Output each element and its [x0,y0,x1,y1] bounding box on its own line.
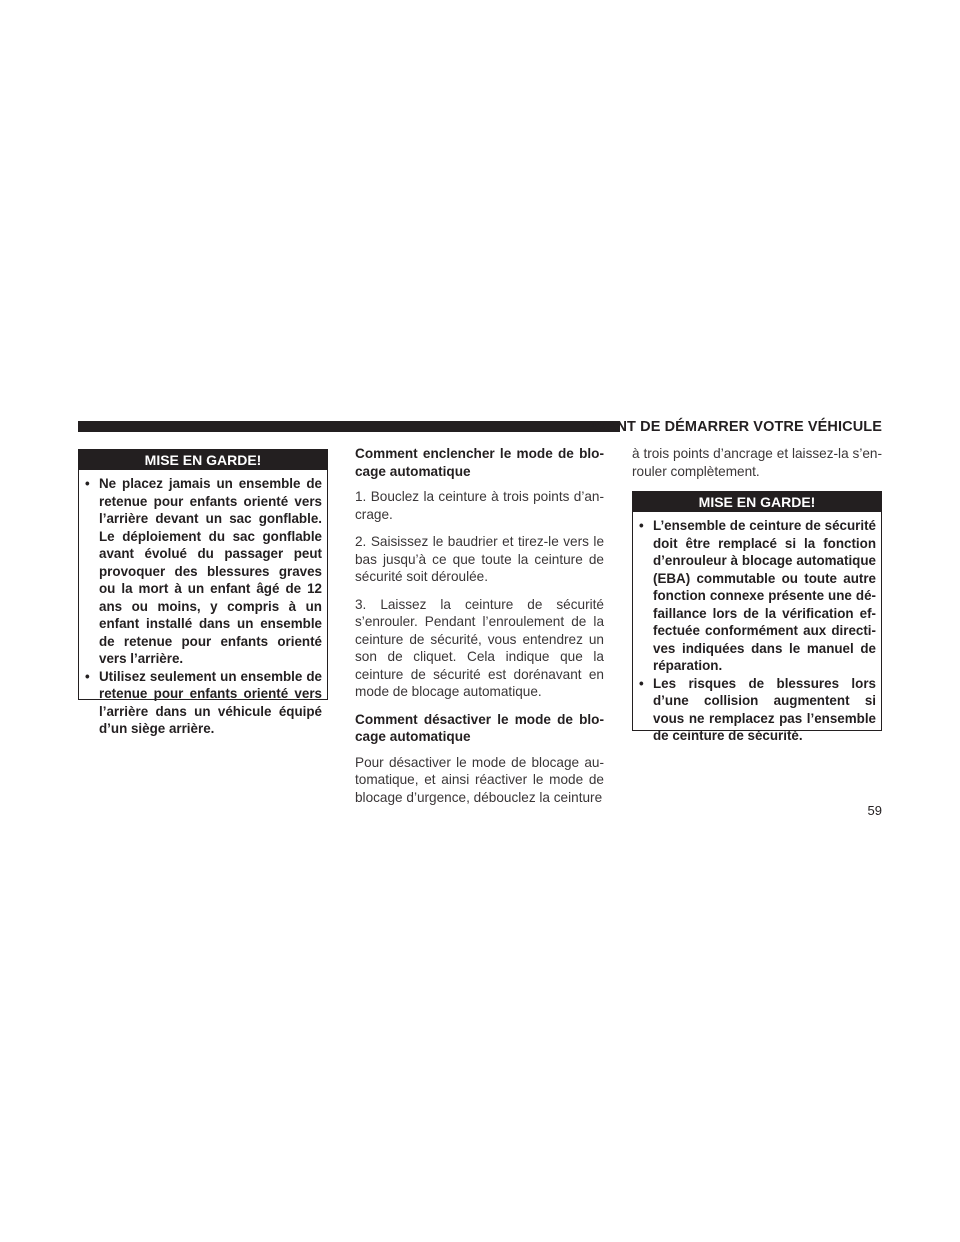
page-number: 59 [867,803,882,818]
subheading-disable-auto-lock: Comment désactiver le mode de blocage automatique [355,711,604,744]
section-title: AVANT DE DÉMARRER VOTRE VÉHICULE [587,419,882,435]
right-column [632,445,882,490]
warning-item: • Utilisez seulement un ensemble de retenue pour enfants orienté vers l’arrière dans un véhicule équipé d’un siège arrière. [79,668,327,738]
middle-column [355,445,604,816]
warning-box-left [78,449,328,736]
warning-title: MISE EN GARDE! [79,450,327,470]
warning-list [79,470,327,738]
step-3: 3. Laissez la ceinture de sécurité s’enrouler. Pendant l’enroulement de la ceinture de sécurité, vous entendrez un son de cliquet. Cela indique que la ceinture de sécurité est dorénavant en mode de blocage automatique. [355,596,604,699]
section-header-bar [78,421,620,432]
continuation-paragraph: à trois points d’ancrage et laissez-la s’enrouler complètement. [632,446,882,479]
warning-item: • Les risques de blessures lors d’une collision augmentent si vous ne remplacez pas l’ensemble de ceinture de sécurité. [633,675,881,745]
warning-list [633,512,881,745]
warning-box-right [632,491,882,743]
disable-paragraph: Pour désactiver le mode de blocage automatique, et ainsi réactiver le mode de blocage d’urgence, débouclez la ceinture [355,754,604,805]
subheading-enable-auto-lock: Comment enclencher le mode de blocage automatique [355,446,604,479]
step-1: 1. Bouclez la ceinture à trois points d’ancrage. [355,489,604,522]
warning-item: • L’ensemble de ceinture de sécurité doit être remplacé si la fonction d’enrouleur à blocage automatique (EBA) commutable ou toute autre fonction connexe présente une défaillance lors de la vérification effectuée conformément aux directives indiquées dans le manuel de réparation. [633,517,881,675]
warning-title: MISE EN GARDE! [633,492,881,512]
warning-item: • Ne placez jamais un ensemble de retenue pour enfants orienté vers l’arrière devant un sac gonflable. Le déploiement du sac gonflable avant évolué du passager peut provoquer des blessures graves ou la mort à un enfant âgé de 12 ans ou moins, y compris à un enfant installé dans un ensemble de retenue pour enfants orienté vers l’arrière. [79,475,327,668]
step-2: 2. Saisissez le baudrier et tirez-le vers le bas jusqu’à ce que toute la ceinture de sécurité soit déroulée. [355,534,604,584]
